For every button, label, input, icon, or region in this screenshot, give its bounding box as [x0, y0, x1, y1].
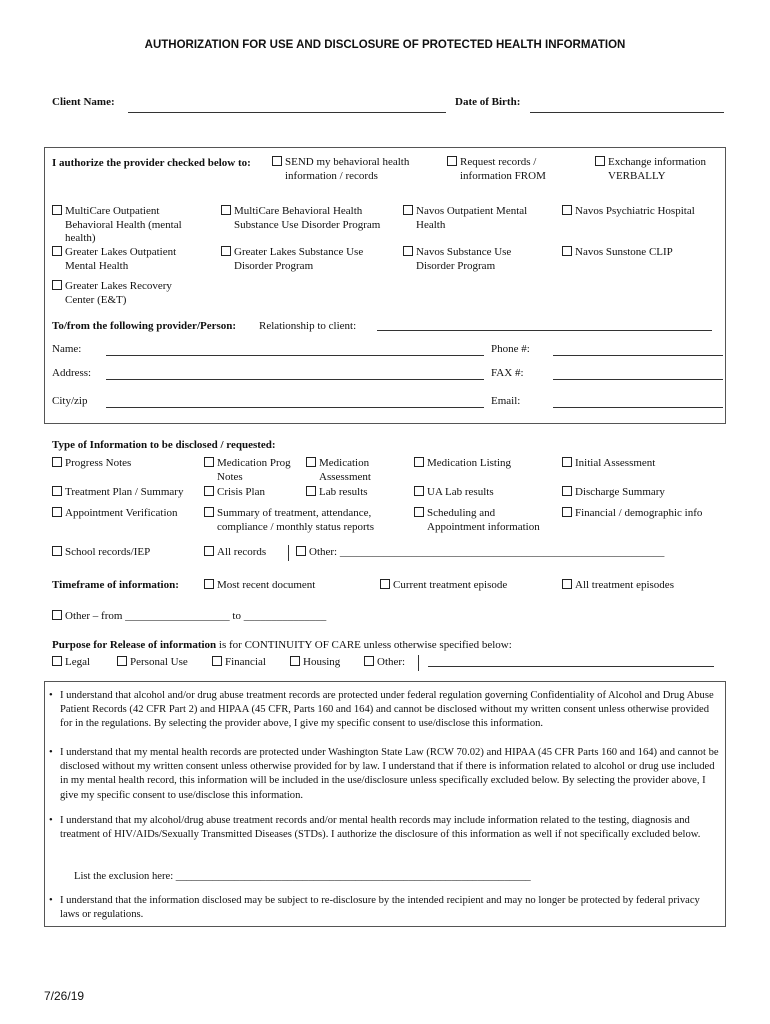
provider-navos-outpatient[interactable]: Navos Outpatient Mental Health — [403, 205, 527, 232]
checkbox[interactable] — [290, 656, 300, 666]
checkbox[interactable] — [204, 546, 214, 556]
info-initial-assessment[interactable]: Initial Assessment — [562, 457, 655, 471]
info-financial-demographic[interactable]: Financial / demographic info — [562, 507, 702, 521]
bullet-icon: • — [49, 895, 53, 906]
action-send[interactable]: SEND my behavioral health information / records — [272, 156, 409, 183]
checkbox[interactable] — [562, 486, 572, 496]
checkbox[interactable] — [204, 457, 214, 467]
info-crisis-plan[interactable]: Crisis Plan — [204, 486, 265, 500]
provider-greater-lakes-sud[interactable]: Greater Lakes Substance Use Disorder Program — [221, 246, 363, 273]
exclusion-field[interactable]: List the exclusion here: ___________________________________________________________________ — [74, 871, 531, 882]
checkbox[interactable] — [212, 656, 222, 666]
provider-navos-hospital[interactable]: Navos Psychiatric Hospital — [562, 205, 695, 219]
checkbox[interactable] — [117, 656, 127, 666]
checkbox[interactable] — [414, 486, 424, 496]
checkbox[interactable] — [52, 280, 62, 290]
purpose-other-field[interactable] — [428, 654, 714, 667]
statement-hiv: • I understand that my alcohol/drug abuse treatment records and/or mental health records may include information related to the testing, diagnosis and treatment of HIV/AIDs/Sexually Transmitted Diseases (STDs). I authorize the disclosure of this information as well if not specifically excluded below. — [49, 815, 701, 841]
info-all-records[interactable]: All records — [204, 546, 266, 560]
purpose-legal[interactable]: Legal — [52, 656, 90, 670]
checkbox[interactable] — [403, 205, 413, 215]
checkbox[interactable] — [52, 546, 62, 556]
info-medication-assessment[interactable]: Medication Assessment — [306, 457, 371, 484]
name-field[interactable] — [106, 343, 484, 356]
city-label: City/zip — [52, 395, 88, 407]
bullet-icon: • — [49, 815, 53, 826]
info-treatment-plan[interactable]: Treatment Plan / Summary — [52, 486, 183, 500]
phone-field[interactable] — [553, 343, 723, 356]
divider — [418, 655, 419, 671]
provider-multicare-sud[interactable]: MultiCare Behavioral Health Substance Use Disorder Program — [221, 205, 380, 232]
purpose-other[interactable]: Other: — [364, 656, 405, 670]
checkbox[interactable] — [595, 156, 605, 166]
timeframe-current-episode[interactable]: Current treatment episode — [380, 579, 507, 593]
fax-field[interactable] — [553, 367, 723, 380]
purpose-label: Purpose for Release of information — [52, 639, 217, 651]
checkbox[interactable] — [306, 457, 316, 467]
provider-greater-lakes-outpatient[interactable]: Greater Lakes Outpatient Mental Health — [52, 246, 176, 273]
name-label: Name: — [52, 343, 82, 355]
checkbox[interactable] — [414, 457, 424, 467]
relationship-label: Relationship to client: — [259, 320, 357, 332]
provider-navos-sud[interactable]: Navos Substance Use Disorder Program — [403, 246, 511, 273]
checkbox[interactable] — [364, 656, 374, 666]
checkbox[interactable] — [562, 507, 572, 517]
checkbox[interactable] — [204, 579, 214, 589]
checkbox[interactable] — [204, 507, 214, 517]
timeframe-other-range[interactable]: Other – from ___________________ to _______________ — [52, 610, 326, 624]
to-from-label: To/from the following provider/Person: — [52, 320, 237, 332]
info-lab-results[interactable]: Lab results — [306, 486, 368, 500]
city-field[interactable] — [106, 395, 484, 408]
checkbox[interactable] — [52, 457, 62, 467]
timeframe-most-recent[interactable]: Most recent document — [204, 579, 315, 593]
checkbox[interactable] — [380, 579, 390, 589]
checkbox[interactable] — [221, 205, 231, 215]
timeframe-all-episodes[interactable]: All treatment episodes — [562, 579, 674, 593]
checkbox[interactable] — [562, 579, 572, 589]
statement-federal: • I understand that alcohol and/or drug abuse treatment records are protected under federal regulation governing Confidentiality of Alcohol and Drug Abuse Patient Records (42 CFR Part 2) and HIPAA (45 CFR, Parts 160 and 164) and cannot be disclosed without my written consent unless otherwise provided for in the regulations. By selecting the provider above, I give my specific consent to use/disclose this information. — [49, 690, 714, 730]
info-school-records[interactable]: School records/IEP — [52, 546, 150, 560]
timeframe-label: Timeframe of information: — [52, 579, 179, 591]
checkbox[interactable] — [52, 507, 62, 517]
info-medication-listing[interactable]: Medication Listing — [414, 457, 511, 471]
checkbox[interactable] — [204, 486, 214, 496]
action-exchange[interactable]: Exchange information VERBALLY — [595, 156, 706, 183]
info-scheduling[interactable]: Scheduling and Appointment information — [414, 507, 540, 534]
phone-label: Phone #: — [491, 343, 530, 355]
address-label: Address: — [52, 367, 92, 379]
info-progress-notes[interactable]: Progress Notes — [52, 457, 131, 471]
purpose-personal-use[interactable]: Personal Use — [117, 656, 188, 670]
purpose-heading — [52, 639, 512, 651]
address-field[interactable] — [106, 367, 484, 380]
statement-washington: • I understand that my mental health records are protected under Washington State Law (RCW 70.02) and HIPAA (45 CFR Parts 160 and 164) and cannot be disclosed without my written consent unless otherwise provided for by law. I understand that if there is information related to alcohol or drug use included in my mental health record, this information will be included in the use/disclosure unless specifically excluded below. By selecting the provider above, I give my specific consent to use/disclose this information. — [49, 747, 719, 801]
checkbox[interactable] — [52, 486, 62, 496]
checkbox[interactable] — [562, 205, 572, 215]
checkbox[interactable] — [414, 507, 424, 517]
checkbox[interactable] — [562, 457, 572, 467]
checkbox[interactable] — [52, 610, 62, 620]
info-medication-prog-notes[interactable]: Medication Prog Notes — [204, 457, 291, 484]
form-title: AUTHORIZATION FOR USE AND DISCLOSURE OF PROTECTED HEALTH INFORMATION — [144, 39, 626, 51]
checkbox[interactable] — [403, 246, 413, 256]
email-label: Email: — [491, 395, 521, 407]
dob-label: Date of Birth: — [455, 96, 521, 108]
checkbox[interactable] — [306, 486, 316, 496]
info-appointment-verification[interactable]: Appointment Verification — [52, 507, 178, 521]
checkbox[interactable] — [562, 246, 572, 256]
purpose-housing[interactable]: Housing — [290, 656, 340, 670]
purpose-text: is for CONTINUITY OF CARE unless otherwise specified below: — [216, 639, 512, 651]
divider — [288, 545, 289, 561]
statement-redisclosure: • I understand that the information disclosed may be subject to re-disclosure by the intended recipient and may no longer be protected by federal privacy laws or regulations. — [49, 895, 700, 921]
checkbox[interactable] — [296, 546, 306, 556]
info-other[interactable]: Other: ___________________________________________________________ — [296, 546, 664, 560]
info-summary-treatment[interactable]: Summary of treatment, attendance, compliance / monthly status reports — [204, 507, 374, 534]
relationship-field[interactable] — [377, 318, 712, 331]
checkbox[interactable] — [52, 205, 62, 215]
info-discharge-summary[interactable]: Discharge Summary — [562, 486, 665, 500]
checkbox[interactable] — [52, 656, 62, 666]
provider-navos-sunstone[interactable]: Navos Sunstone CLIP — [562, 246, 673, 260]
fax-label: FAX #: — [491, 367, 524, 379]
bullet-icon: • — [49, 690, 53, 701]
client-name-label: Client Name: — [52, 96, 115, 108]
provider-greater-lakes-recovery[interactable]: Greater Lakes Recovery Center (E&T) — [52, 280, 172, 307]
info-ua-lab-results[interactable]: UA Lab results — [414, 486, 494, 500]
action-request[interactable]: Request records / information FROM — [447, 156, 546, 183]
footer-date: 7/26/19 — [44, 989, 85, 1003]
info-type-label: Type of Information to be disclosed / requested: — [52, 439, 276, 451]
email-field[interactable] — [553, 395, 723, 408]
authorize-label: I authorize the provider checked below to: — [52, 157, 251, 169]
checkbox[interactable] — [447, 156, 457, 166]
provider-multicare-outpatient[interactable]: MultiCare Outpatient Behavioral Health (mental health) — [52, 205, 182, 246]
checkbox[interactable] — [272, 156, 282, 166]
dob-field[interactable] — [530, 100, 724, 113]
checkbox[interactable] — [52, 246, 62, 256]
bullet-icon: • — [49, 747, 53, 758]
checkbox[interactable] — [221, 246, 231, 256]
purpose-financial[interactable]: Financial — [212, 656, 266, 670]
client-name-field[interactable] — [128, 100, 446, 113]
